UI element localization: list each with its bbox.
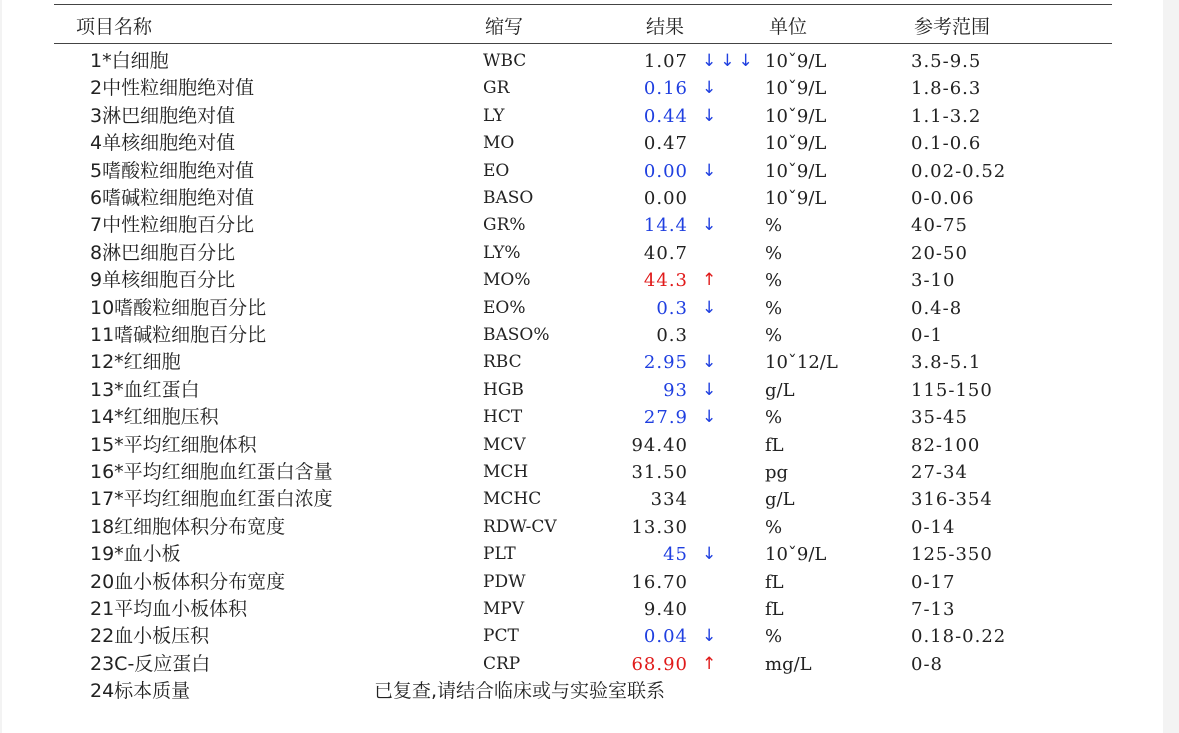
table-row bbox=[2, 514, 1163, 541]
item-result: 334 bbox=[650, 489, 688, 511]
item-reference-range: 0.18-0.22 bbox=[911, 626, 1007, 648]
item-reference-range: 0-0.06 bbox=[911, 188, 975, 209]
item-reference-range: 0-17 bbox=[911, 571, 956, 593]
table-row bbox=[2, 623, 1163, 650]
item-unit: 10ˇ9/L bbox=[765, 51, 827, 72]
item-reference-range: 0-8 bbox=[911, 653, 943, 675]
item-result: 13.30 bbox=[631, 516, 688, 538]
item-abbr: MO% bbox=[483, 270, 531, 291]
item-unit: 10ˇ9/L bbox=[765, 105, 827, 127]
item-reference-range: 7-13 bbox=[911, 599, 956, 620]
item-name: 12*红细胞 bbox=[90, 351, 181, 374]
item-result: 0.00 bbox=[643, 188, 688, 209]
item-name: 20血小板体积分布宽度 bbox=[90, 570, 286, 593]
item-name: 19*血小板 bbox=[90, 543, 181, 566]
item-abbr: PDW bbox=[483, 571, 526, 592]
item-result: 0.3 bbox=[656, 297, 688, 319]
item-abbr: PLT bbox=[483, 544, 516, 565]
item-result: 44.3 bbox=[643, 270, 688, 292]
item-name: 4单核细胞绝对值 bbox=[90, 132, 236, 155]
table-row bbox=[2, 103, 1163, 130]
table-row bbox=[2, 48, 1163, 75]
item-reference-range: 0.02-0.52 bbox=[911, 160, 1007, 182]
item-flag: ↓ bbox=[702, 544, 721, 565]
item-abbr: MCV bbox=[483, 434, 526, 455]
item-name: 16*平均红细胞血红蛋白含量 bbox=[90, 461, 333, 483]
item-result: 31.50 bbox=[631, 462, 688, 483]
item-name: 7中性粒细胞百分比 bbox=[90, 214, 255, 237]
item-unit: % bbox=[765, 297, 783, 319]
item-result: 9.40 bbox=[643, 599, 688, 620]
item-abbr: MPV bbox=[483, 599, 525, 619]
item-flag: ↓ bbox=[702, 407, 721, 428]
item-reference-range: 82-100 bbox=[911, 434, 981, 456]
table-row bbox=[2, 459, 1163, 486]
item-name: 21平均血小板体积 bbox=[90, 598, 248, 620]
item-unit: % bbox=[765, 270, 783, 292]
item-name: 3淋巴细胞绝对值 bbox=[90, 104, 236, 127]
item-unit: 10ˇ9/L bbox=[765, 188, 827, 209]
header-item-name: 项目名称 bbox=[76, 16, 153, 38]
item-name: 13*血红蛋白 bbox=[90, 378, 200, 401]
table-row bbox=[2, 212, 1163, 239]
item-unit: % bbox=[765, 325, 783, 346]
item-unit: g/L bbox=[765, 379, 795, 401]
item-reference-range: 0-1 bbox=[911, 325, 943, 346]
item-unit: 10ˇ9/L bbox=[765, 544, 827, 566]
item-result: 14.4 bbox=[643, 215, 688, 237]
header-rule bbox=[54, 43, 1112, 44]
item-reference-range: 40-75 bbox=[911, 215, 968, 237]
table-row bbox=[2, 267, 1163, 294]
item-result: 0.16 bbox=[643, 78, 688, 100]
item-abbr: GR bbox=[483, 78, 510, 99]
table-top-rule bbox=[54, 4, 1112, 5]
item-abbr: LY bbox=[483, 105, 505, 126]
item-name: 22血小板压积 bbox=[90, 625, 210, 648]
item-result: 16.70 bbox=[631, 571, 688, 593]
item-reference-range: 3-10 bbox=[911, 270, 956, 292]
item-abbr: EO bbox=[483, 160, 510, 181]
item-result: 2.95 bbox=[643, 352, 688, 374]
item-unit: 10ˇ9/L bbox=[765, 133, 827, 155]
item-result: 45 bbox=[663, 544, 688, 566]
table-row bbox=[2, 541, 1163, 568]
item-unit: fL bbox=[765, 599, 784, 620]
item-reference-range: 35-45 bbox=[911, 407, 968, 429]
item-reference-range: 1.8-6.3 bbox=[911, 78, 982, 100]
item-name: 5嗜酸粒细胞绝对值 bbox=[90, 159, 255, 182]
item-flag: ↓ bbox=[702, 297, 721, 318]
table-row bbox=[2, 240, 1163, 267]
item-name: 10嗜酸粒细胞百分比 bbox=[90, 296, 267, 319]
item-name: 23C-反应蛋白 bbox=[90, 652, 211, 675]
table-row bbox=[2, 651, 1163, 678]
item-reference-range: 1.1-3.2 bbox=[911, 105, 982, 127]
item-abbr: WBC bbox=[483, 51, 527, 71]
item-result: 68.90 bbox=[631, 653, 688, 675]
item-unit: 10ˇ12/L bbox=[765, 352, 838, 374]
item-unit: g/L bbox=[765, 489, 795, 511]
item-unit: fL bbox=[765, 434, 784, 456]
item-unit: 10ˇ9/L bbox=[765, 78, 827, 100]
item-reference-range: 125-350 bbox=[911, 544, 993, 566]
item-result: 0.04 bbox=[643, 626, 688, 648]
header-result: 结果 bbox=[646, 16, 685, 38]
item-reference-range: 0-14 bbox=[911, 516, 956, 538]
item-result: 0.3 bbox=[656, 325, 688, 346]
item-abbr: HGB bbox=[483, 379, 524, 400]
table-row bbox=[2, 158, 1163, 185]
item-unit: % bbox=[765, 626, 783, 648]
item-reference-range: 0.1-0.6 bbox=[911, 133, 982, 155]
table-row bbox=[2, 486, 1163, 513]
table-row bbox=[2, 596, 1163, 623]
item-name: 6嗜碱粒细胞绝对值 bbox=[90, 187, 255, 209]
item-abbr: MO bbox=[483, 133, 515, 154]
table-row bbox=[2, 295, 1163, 322]
item-abbr: LY% bbox=[483, 242, 521, 263]
item-unit: fL bbox=[765, 571, 784, 593]
item-reference-range: 3.5-9.5 bbox=[911, 51, 982, 72]
item-unit: % bbox=[765, 215, 783, 237]
item-name: 2中性粒细胞绝对值 bbox=[90, 77, 255, 100]
item-name: 18红细胞体积分布宽度 bbox=[90, 515, 286, 538]
item-reference-range: 27-34 bbox=[911, 462, 968, 483]
table-row bbox=[2, 569, 1163, 596]
item-name: 24标本质量 bbox=[90, 680, 191, 703]
item-flag: ↓ bbox=[702, 352, 721, 373]
item-result: 0.00 bbox=[643, 160, 688, 182]
table-row bbox=[2, 322, 1163, 349]
item-unit: pg bbox=[765, 462, 789, 483]
item-unit: 10ˇ9/L bbox=[765, 160, 827, 182]
item-name: 17*平均红细胞血红蛋白浓度 bbox=[90, 488, 333, 511]
table-row bbox=[2, 432, 1163, 459]
item-name: 15*平均红细胞体积 bbox=[90, 433, 257, 456]
specimen-quality-note: 已复查,请结合临床或与实验室联系 bbox=[374, 680, 666, 703]
header-abbr: 缩写 bbox=[485, 16, 524, 38]
item-flag: ↑ bbox=[702, 653, 721, 674]
table-row bbox=[2, 130, 1163, 157]
item-unit: mg/L bbox=[765, 653, 812, 675]
item-name: 8淋巴细胞百分比 bbox=[90, 241, 236, 264]
item-flag: ↓ bbox=[702, 379, 721, 400]
item-flag: ↓↓↓ bbox=[702, 51, 757, 71]
table-row bbox=[2, 349, 1163, 376]
item-unit: % bbox=[765, 516, 783, 538]
lab-report-page bbox=[2, 0, 1163, 733]
item-abbr: GR% bbox=[483, 215, 526, 236]
item-reference-range: 316-354 bbox=[911, 489, 993, 511]
item-result: 93 bbox=[663, 379, 688, 401]
item-abbr: CRP bbox=[483, 653, 521, 674]
item-name: 1*白细胞 bbox=[90, 50, 169, 72]
item-result: 27.9 bbox=[643, 407, 688, 429]
item-reference-range: 3.8-5.1 bbox=[911, 352, 982, 374]
item-result: 0.47 bbox=[643, 133, 688, 155]
item-abbr: MCHC bbox=[483, 489, 542, 510]
item-flag: ↓ bbox=[702, 160, 721, 181]
table-row bbox=[2, 75, 1163, 102]
item-name: 9单核细胞百分比 bbox=[90, 269, 236, 292]
table-row bbox=[2, 377, 1163, 404]
item-reference-range: 0.4-8 bbox=[911, 297, 963, 319]
item-result: 94.40 bbox=[631, 434, 688, 456]
header-reference-range: 参考范围 bbox=[914, 16, 991, 38]
item-abbr: EO% bbox=[483, 297, 526, 318]
item-abbr: MCH bbox=[483, 462, 529, 482]
item-flag: ↑ bbox=[702, 270, 721, 291]
header-unit: 单位 bbox=[769, 16, 808, 38]
item-abbr: RDW-CV bbox=[483, 516, 557, 537]
table-row bbox=[2, 185, 1163, 212]
item-name: 11嗜碱粒细胞百分比 bbox=[90, 324, 267, 346]
item-unit: % bbox=[765, 407, 783, 429]
item-flag: ↓ bbox=[702, 78, 721, 99]
item-flag: ↓ bbox=[702, 626, 721, 647]
item-flag: ↓ bbox=[702, 215, 721, 236]
item-abbr: BASO% bbox=[483, 325, 550, 345]
item-abbr: RBC bbox=[483, 352, 522, 373]
item-abbr: HCT bbox=[483, 407, 523, 428]
item-unit: % bbox=[765, 242, 783, 264]
item-result: 1.07 bbox=[643, 51, 688, 72]
table-row-specimen-quality bbox=[2, 678, 1163, 705]
item-name: 14*红细胞压积 bbox=[90, 406, 219, 429]
table-row bbox=[2, 404, 1163, 431]
item-reference-range: 115-150 bbox=[911, 379, 993, 401]
item-abbr: PCT bbox=[483, 626, 519, 647]
item-result: 0.44 bbox=[643, 105, 688, 127]
item-flag: ↓ bbox=[702, 105, 721, 126]
item-abbr: BASO bbox=[483, 188, 534, 208]
item-reference-range: 20-50 bbox=[911, 242, 968, 264]
item-result: 40.7 bbox=[643, 242, 688, 264]
